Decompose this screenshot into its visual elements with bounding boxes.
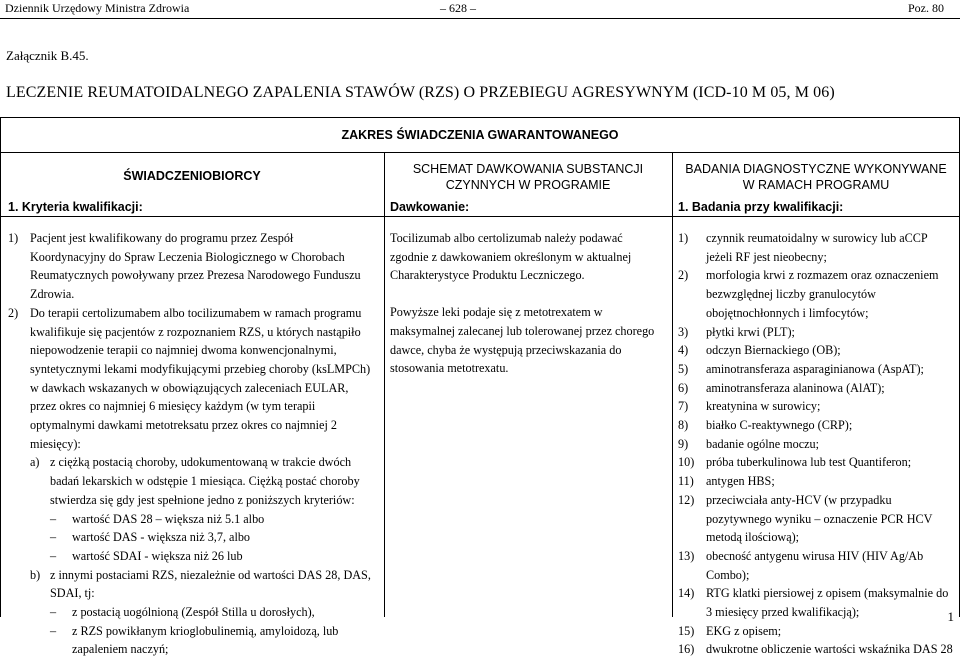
test-item-text: obecność antygenu wirusa HIV (HIV Ag/Ab [706, 548, 924, 563]
test-item-text: przeciwciała anty-HCV (w przypadku [706, 492, 892, 507]
test-item-text: RTG klatki piersiowej z opisem (maksymalnie do [706, 586, 949, 601]
col3-header [672, 161, 960, 193]
test-item [678, 416, 956, 435]
dosing-paragraph-2 [390, 303, 668, 378]
criteria-sub-b-label: b) [30, 567, 41, 582]
criteria-item-1-line: Zdrowia. [30, 287, 75, 302]
test-item-number: 14) [678, 586, 695, 601]
annex-label: Załącznik B.45. [6, 48, 89, 63]
test-item-text: EKG z opisem; [706, 623, 782, 638]
col2-header [384, 161, 672, 193]
dosing-line: Tocilizumab albo certolizumab należy podawać [390, 231, 623, 245]
table-top-rule [0, 117, 960, 118]
dash-bullet: – [50, 530, 57, 545]
test-item [678, 323, 956, 342]
test-item-number: 15) [678, 623, 695, 638]
criteria-sub-a [8, 453, 380, 509]
criteria-item-2 [8, 304, 380, 454]
dash-bullet: – [50, 623, 57, 638]
test-item-number: 9) [678, 436, 689, 451]
criteria-sub-a-line: stwierdza się gdy jest spełnione jedno z poniższych kryteriów: [50, 492, 355, 507]
table-left-border [0, 117, 1, 617]
test-item-text: aminotransferaza alaninowa (AlAT); [706, 380, 885, 395]
criteria-sub-a-line: badań lekarskich w odstępie 1 miesiąca. Ciężką postać choroby [50, 474, 360, 489]
test-item-text: płytki krwi (PLT); [706, 324, 795, 339]
criteria-sub-b [8, 566, 380, 603]
test-item [678, 453, 956, 472]
test-item-number: 4) [678, 343, 689, 358]
test-item-text: antygen HBS; [706, 474, 775, 489]
test-item [678, 640, 956, 659]
test-item [678, 491, 956, 547]
test-item-text: odczyn Biernackiego (OB); [706, 343, 841, 358]
criteria-item-1 [8, 229, 380, 304]
criteria-item-1-number: 1) [8, 231, 19, 245]
col2-subheader: Dawkowanie: [390, 200, 470, 214]
dosing-text [390, 229, 668, 378]
col2-header-line1: SCHEMAT DAWKOWANIA SUBSTANCJI [412, 162, 644, 176]
col3-header-line2: W RAMACH PROGRAMU [742, 178, 890, 192]
program-table [0, 117, 960, 657]
das-criterion [8, 528, 380, 547]
criteria-sub-a-line: z ciężką postacią choroby, udokumentowaną w trakcie dwóch [50, 455, 352, 470]
table-scope-rule [0, 152, 960, 153]
test-item-text: czynnik reumatoidalny w surowicy lub aCCP [706, 231, 928, 245]
test-item-number: 12) [678, 492, 695, 507]
test-item-text: białko C-reaktywnego (CRP); [706, 418, 853, 433]
das-criterion-text: wartość DAS 28 – większa niż 5.1 albo [72, 511, 265, 526]
criteria-item-2-line: syntetycznymi lekami modyfikującymi przebieg choroby (ksLMPCh) [30, 361, 371, 376]
test-item-text: pozytywnego wyniku – oznaczenie PCR HCV [706, 511, 933, 526]
journal-name: Dziennik Urzędowy Ministra Zdrowia [5, 1, 190, 15]
qualification-tests-list [678, 229, 956, 659]
dosing-paragraph-1 [390, 229, 668, 285]
dash-bullet: – [50, 548, 57, 563]
page-number: 1 [947, 609, 954, 624]
test-item-number: 16) [678, 642, 695, 657]
criteria-item-2-line: kwalifikuje się pacjentów z rozpoznaniem RZS, u których nastąpiło [30, 324, 361, 339]
criteria-item-2-line: w dawkach wskazanych w obowiązujących zaleceniach EULAR, [30, 380, 349, 395]
das-criterion-text: wartość DAS - większa niż 3,7, albo [72, 530, 251, 545]
document-title: LECZENIE REUMATOIDALNEGO ZAPALENIA STAWÓW (RZS) O PRZEBIEGU AGRESYWNYM (ICD-10 M 05, M 06) [6, 84, 835, 101]
test-item-number: 8) [678, 418, 689, 433]
criteria-sub-b-line: z innymi postaciami RZS, niezależnie od wartości DAS 28, DAS, [50, 567, 371, 582]
column-divider-1 [384, 152, 385, 617]
rzs-form-criterion-text: z postacią uogólnioną (Zespół Stilla u dorosłych), [72, 605, 315, 620]
test-item-text: bezwzględnej liczby granulocytów [706, 287, 876, 302]
test-item-text: Combo); [706, 567, 750, 582]
col3-subheader: 1. Badania przy kwalifikacji: [678, 200, 844, 214]
test-item [678, 435, 956, 454]
criteria-item-1-line: Koordynacyjny do Spraw Leczenia Biologicznego w Chorobach [30, 249, 345, 264]
rzs-form-criterion-text: z RZS powikłanym krioglobulinemią, amyloidozą, lub [72, 623, 339, 638]
criteria-item-2-line: przez okres co najmniej 6 miesięcy każdym (w tym terapii [30, 399, 316, 414]
test-item [678, 547, 956, 584]
test-item-text: kreatynina w surowicy; [706, 399, 821, 414]
das-criterion-text: wartość SDAI - większa niż 26 lub [72, 548, 243, 563]
dosing-line: stosowania metotrexatu. [390, 361, 509, 376]
column-divider-2 [672, 152, 673, 617]
criteria-item-2-line: miesięcy): [30, 436, 81, 451]
test-item [678, 341, 956, 360]
test-item [678, 360, 956, 379]
dash-bullet: – [50, 605, 57, 620]
criteria-item-2-line: niepowodzenie terapii co najmniej dwoma konwencjonalnymi, [30, 343, 337, 358]
col1-header: ŚWIADCZENIOBIORCY [123, 169, 261, 183]
test-item-text: badanie ogólne moczu; [706, 436, 820, 451]
criteria-item-2-line: optymalnymi dawkami metotreksatu przez okres co najmniej 2 [30, 418, 337, 433]
test-item [678, 472, 956, 491]
test-item-number: 5) [678, 361, 689, 376]
criteria-item-1-line: Pacjent jest kwalifikowany do programu przez Zespół [30, 231, 294, 245]
criteria-item-2-line: Do terapii certolizumabem albo tocilizumabem w ramach programu [30, 305, 362, 320]
col2-header-line2: CZYNNYCH W PROGRAMIE [445, 178, 611, 192]
test-item-number: 10) [678, 455, 695, 470]
dosing-line: Charakterystyce Produktu Leczniczego. [390, 268, 585, 283]
position-number: Poz. 80 [908, 1, 944, 15]
test-item-text: morfologia krwi z rozmazem oraz oznaczeniem [706, 268, 939, 283]
test-item [678, 397, 956, 416]
table-header-rule [0, 216, 960, 217]
test-item-number: 2) [678, 268, 689, 283]
das-criterion [8, 510, 380, 529]
test-item [678, 379, 956, 398]
page-header [0, 0, 960, 19]
test-item-number: 7) [678, 399, 689, 414]
eligibility-criteria [8, 229, 380, 659]
criteria-sub-b-line: SDAI, tj: [50, 586, 95, 601]
dosing-line: Powyższe leki podaje się z metotrexatem w [390, 305, 603, 320]
criteria-item-1-line: Reumatycznych powoływany przez Prezesa Narodowego Funduszu [30, 268, 361, 283]
rzs-form-criterion-text: zapaleniem naczyń; [72, 642, 169, 657]
test-item-text: 3 miesięcy przed kwalifikacją); [706, 605, 860, 620]
col1-subheader: 1. Kryteria kwalifikacji: [8, 200, 143, 214]
test-item-text: metodą ilościową); [706, 530, 800, 545]
test-item-text: jeżeli RF jest nieobecny; [706, 249, 827, 264]
test-item-text: próba tuberkulinowa lub test Quantiferon; [706, 455, 912, 470]
test-item-number: 6) [678, 380, 689, 395]
test-item-text: dwukrotne obliczenie wartości wskaźnika DAS 28 [706, 642, 953, 657]
test-item-text: obojętnochłonnych i limfocytów; [706, 305, 869, 320]
criteria-sub-a-label: a) [30, 455, 40, 470]
das-criterion [8, 547, 380, 566]
criteria-item-2-number: 2) [8, 305, 19, 320]
test-item-text: aminotransferaza asparaginianowa (AspAT); [706, 361, 924, 376]
rzs-form-criterion [8, 603, 380, 622]
dosing-line: maksymalnej zalecanej lub tolerowanej przez chorego [390, 323, 655, 338]
test-item [678, 622, 956, 641]
test-item-number: 13) [678, 548, 695, 563]
test-item-number: 3) [678, 324, 689, 339]
scope-header: ZAKRES ŚWIADCZENIA GWARANTOWANEGO [341, 128, 619, 142]
test-item [678, 584, 956, 621]
dash-bullet: – [50, 511, 57, 526]
test-item [678, 266, 956, 322]
dosing-line: zgodnie z dawkowaniem określonym w aktualnej [390, 249, 632, 264]
test-item-number: 1) [678, 231, 689, 245]
test-item-number: 11) [678, 474, 694, 489]
rzs-form-criterion [8, 622, 380, 659]
dosing-line: dawce, chyba że występują przeciwskazania do [390, 342, 622, 357]
page-marker: – 628 – [440, 1, 476, 15]
test-item [678, 229, 956, 266]
col3-header-line1: BADANIA DIAGNOSTYCZNE WYKONYWANE [685, 162, 947, 176]
